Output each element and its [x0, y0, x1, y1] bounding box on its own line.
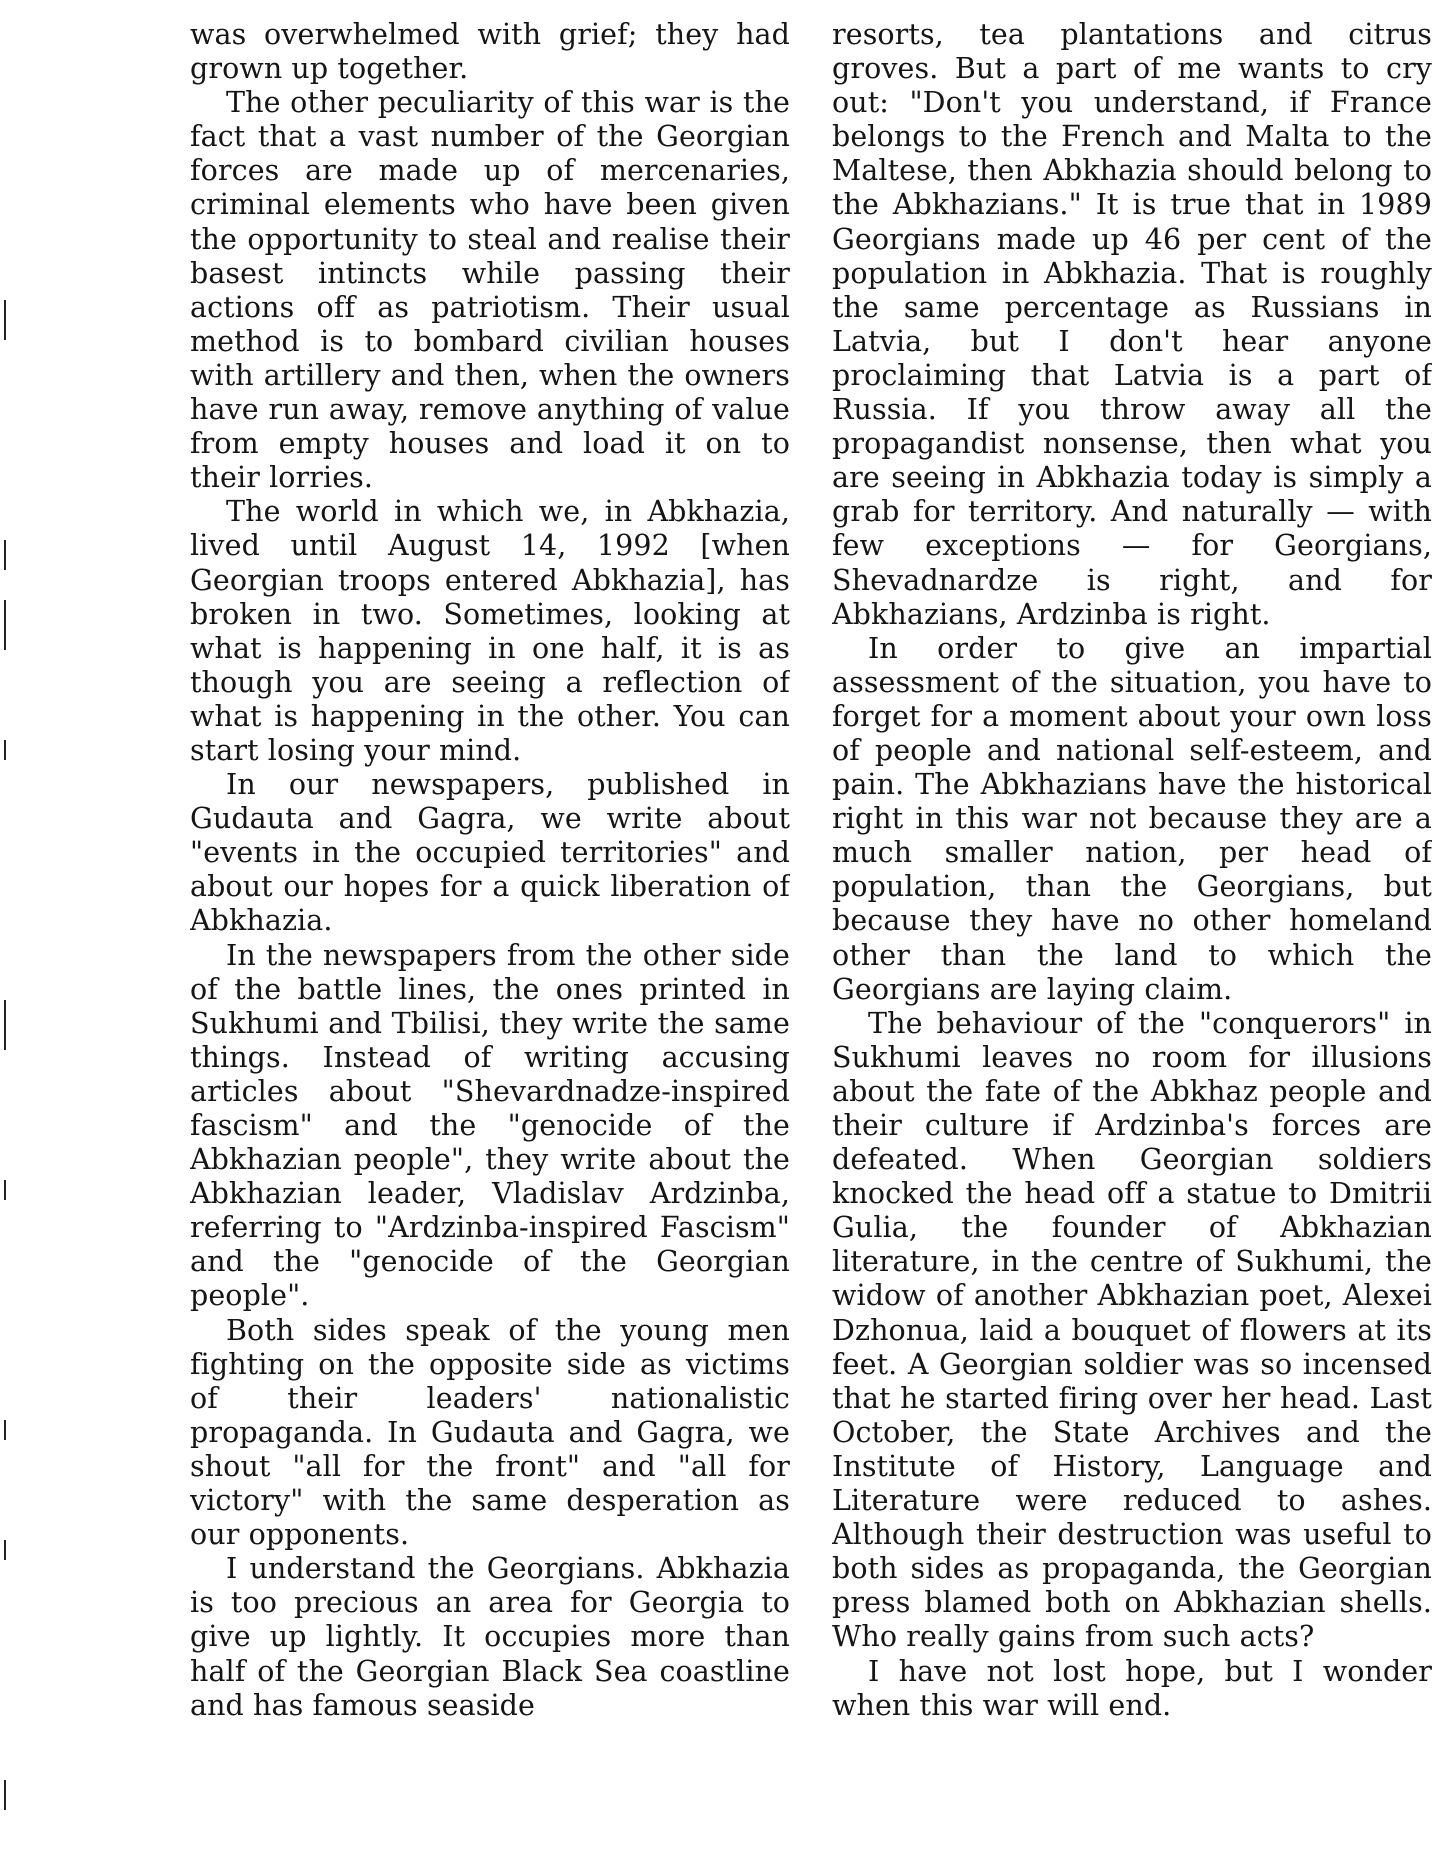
edge-tick [4, 1420, 6, 1440]
edge-tick [4, 300, 6, 340]
paragraph: The world in which we, in Abkhazia, lived until August 14, 1992 [when Georgian troops entered Abkhazia], has broken in two. Sometimes, looking at what is happening in one half, it is as though you are seeing a reflection of what is happening in the other. You can start losing your mind. [190, 495, 790, 767]
edge-tick [4, 540, 6, 570]
paragraph: was overwhelmed with grief; they had grown up together. [190, 18, 790, 86]
paragraph: I have not lost hope, but I wonder when this war will end. [832, 1654, 1432, 1722]
paragraph: In order to give an impartial assessment of the situation, you have to forget for a moment about your own loss of people and national self-esteem, and pain. The Abkhazians have the historical right in this war not because they are a much smaller nation, per head of population, than the Georgians, but because they have no other homeland other than the land to which the Georgians are laying claim. [832, 631, 1432, 1006]
article-column-left [190, 18, 790, 1858]
paragraph: The other peculiarity of this war is the fact that a vast number of the Georgian forces are made up of mercenaries, criminal elements who have been given the opportunity to steal and realise their basest intincts while passing their actions off as patriotism. Their usual method is to bombard civilian houses with artillery and then, when the owners have run away, remove anything of value from empty houses and load it on to their lorries. [190, 86, 790, 495]
paragraph: Both sides speak of the young men fighting on the opposite side as victims of their leaders' nationalistic propaganda. In Gudauta and Gagra, we shout "all for the front" and "all for victory" with the same desperation as our opponents. [190, 1313, 790, 1552]
paragraph: In the newspapers from the other side of the battle lines, the ones printed in Sukhumi and Tbilisi, they write the same things. Instead of writing accusing articles about "Shevardnadze-inspired fascism" and the "genocide of the Abkhazian people", they write about the Abkhazian leader, Vladislav Ardzinba, referring to "Ardzinba-inspired Fascism" and the "genocide of the Georgian people". [190, 938, 790, 1313]
edge-tick [4, 1180, 6, 1200]
article-column-right [832, 18, 1432, 1858]
paragraph: resorts, tea plantations and citrus groves. But a part of me wants to cry out: "Don't you understand, if France belongs to the French and Malta to the Maltese, then Abkhazia should belong to the Abkhazians." It is true that in 1989 Georgians made up 46 per cent of the population in Abkhazia. That is roughly the same percentage as Russians in Latvia, but I don't hear anyone proclaiming that Latvia is a part of Russia. If you throw away all the propagandist nonsense, then what you are seeing in Abkhazia today is simply a grab for territory. And naturally — with few exceptions — for Georgians, Shevadnardze is right, and for Abkhazians, Ardzinba is right. [832, 18, 1432, 631]
edge-tick [4, 600, 6, 650]
edge-tick [4, 1540, 6, 1560]
edge-tick [4, 1000, 6, 1050]
paragraph: The behaviour of the "conquerors" in Sukhumi leaves no room for illusions about the fate of the Abkhaz people and their culture if Ardzinba's forces are defeated. When Georgian soldiers knocked the head off a statue to Dmitrii Gulia, the founder of Abkhazian literature, in the centre of Sukhumi, the widow of another Abkhazian poet, Alexei Dzhonua, laid a bouquet of flowers at its feet. A Georgian soldier was so incensed that he started firing over her head. Last October, the State Archives and the Institute of History, Language and Literature were reduced to ashes. Although their destruction was useful to both sides as propaganda, the Georgian press blamed both on Abkhazian shells. Who really gains from such acts? [832, 1006, 1432, 1654]
paragraph: I understand the Georgians. Abkhazia is too precious an area for Georgia to give up lightly. It occupies more than half of the Georgian Black Sea coastline and has famous seaside [190, 1552, 790, 1722]
paragraph: In our newspapers, published in Gudauta and Gagra, we write about "events in the occupied territories" and about our hopes for a quick liberation of Abkhazia. [190, 768, 790, 938]
edge-tick [4, 1780, 6, 1810]
edge-tick [4, 740, 6, 760]
scan-edge-marks [0, 0, 14, 1870]
